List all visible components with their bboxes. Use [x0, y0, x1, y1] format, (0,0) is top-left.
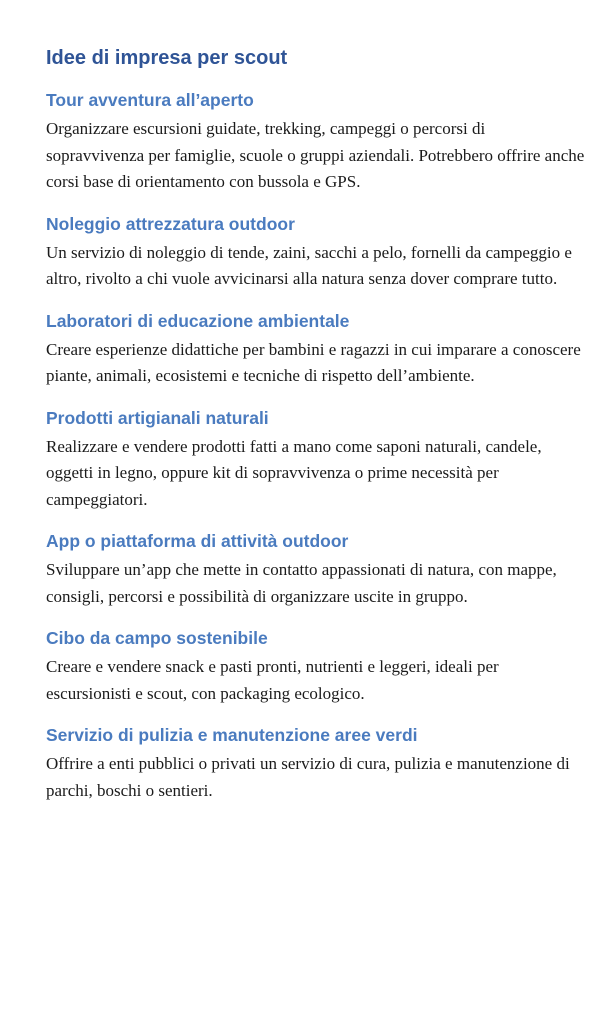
- section-heading: Tour avventura all’aperto: [46, 90, 254, 110]
- section-heading: Noleggio attrezzatura outdoor: [46, 213, 295, 234]
- section-heading: Prodotti artigianali naturali: [46, 407, 269, 428]
- section-servizio-pulizia: [46, 721, 586, 804]
- section-prodotti-artigianali: [46, 404, 586, 514]
- section-tour-avventura: [46, 86, 586, 196]
- section-body: Un servizio di noleggio di tende, zaini, sacchi a pelo, fornelli da campeggio e altro, rivolto a chi vuole avvicinarsi alla natura senza dover comprare tutto.: [46, 242, 572, 288]
- section-heading: App o piattaforma di attività outdoor: [46, 531, 349, 551]
- section-heading: Cibo da campo sostenibile: [46, 628, 268, 648]
- section-body: Creare esperienze didattiche per bambini e ragazzi in cui imparare a conoscere piante, animali, ecosistemi e tecniche di rispetto dell’ambiente.: [46, 339, 581, 385]
- section-heading: Servizio di pulizia e manutenzione aree verdi: [46, 725, 418, 745]
- section-cibo-campo: [46, 624, 586, 707]
- document-page: [46, 42, 586, 818]
- section-app-piattaforma: [46, 527, 586, 610]
- document-title: Idee di impresa per scout: [46, 47, 288, 69]
- section-heading: Laboratori di educazione ambientale: [46, 310, 350, 331]
- section-body: Organizzare escursioni guidate, trekking, campeggi o percorsi di sopravvivenza per famiglie, scuole o gruppi aziendali. Potrebbero offrire anche corsi base di orientamento con bussola e GPS.: [46, 119, 585, 191]
- section-body: Creare e vendere snack e pasti pronti, nutrienti e leggeri, ideali per escursionisti e scout, con packaging ecologico.: [46, 657, 499, 703]
- section-body: Offrire a enti pubblici o privati un servizio di cura, pulizia e manutenzione di parchi, boschi o sentieri.: [46, 754, 570, 800]
- section-noleggio-attrezzatura: [46, 210, 586, 293]
- section-body: Realizzare e vendere prodotti fatti a mano come saponi naturali, candele, oggetti in legno, oppure kit di sopravvivenza o prime necessità per campeggiatori.: [46, 436, 542, 509]
- section-body: Sviluppare un’app che mette in contatto appassionati di natura, con mappe, consigli, percorsi e possibilità di organizzare uscite in gruppo.: [46, 560, 557, 606]
- section-laboratori-educazione: [46, 307, 586, 390]
